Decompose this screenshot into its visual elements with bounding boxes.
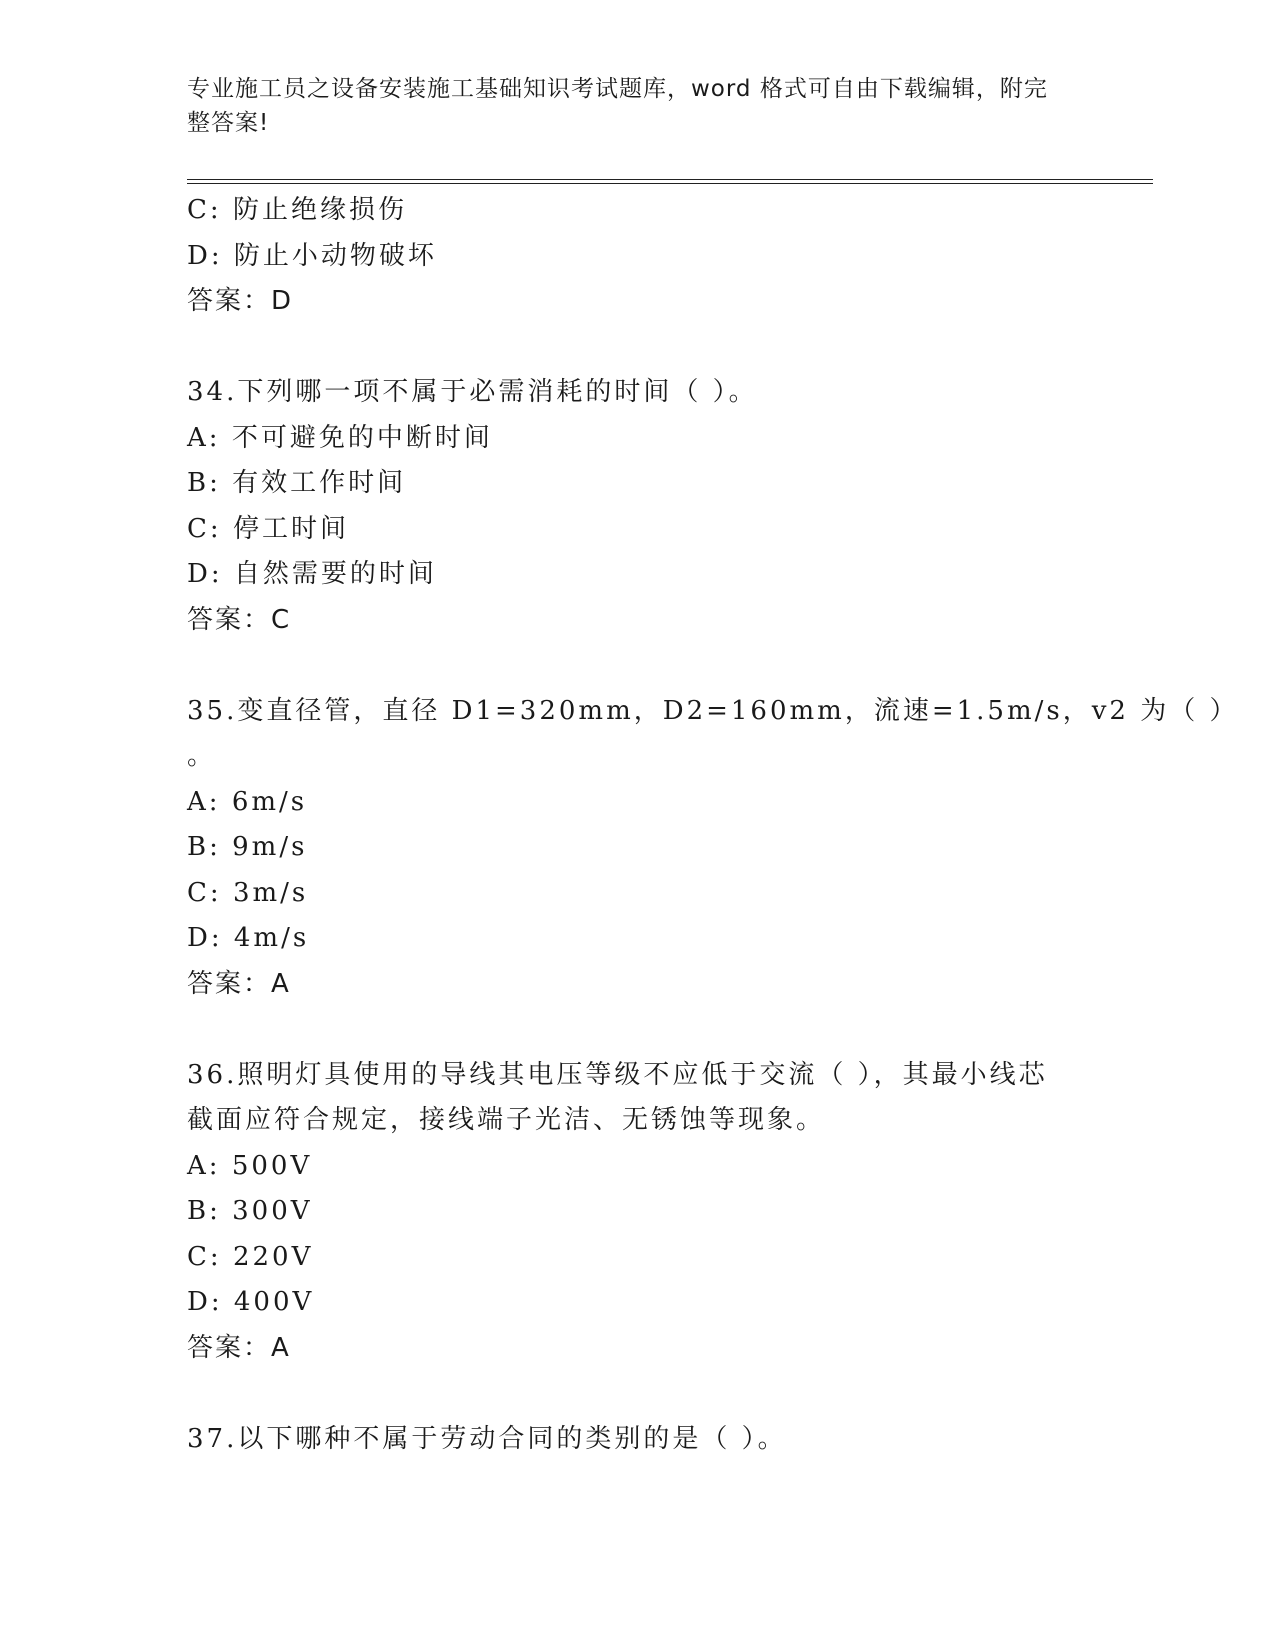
question-text: 35.变直径管，直径 D1=320mm，D2=160mm，流速=1.5m/s，v2 为（ ） — [187, 695, 1239, 726]
option-a: A: 不可避免的中断时间 — [187, 422, 493, 453]
question-text-continued: 。 — [187, 741, 217, 771]
header-divider-bottom — [187, 183, 1153, 184]
option-c: C: 220V — [187, 1241, 314, 1272]
answer-line: 答案：A — [187, 1332, 291, 1363]
option-c: C: 停工时间 — [187, 513, 349, 544]
question-34 — [187, 370, 1087, 643]
option-b: B: 9m/s — [187, 832, 308, 862]
question-36 — [187, 1053, 1087, 1371]
question-text: 37.以下哪种不属于劳动合同的类别的是（ ）。 — [187, 1423, 787, 1454]
answer-line: 答案：C — [187, 604, 292, 635]
question-37 — [187, 1417, 1087, 1463]
header-divider-top — [187, 179, 1153, 180]
question-text: 36.照明灯具使用的导线其电压等级不应低于交流（ ），其最小线芯 — [187, 1059, 1048, 1090]
option-b: B: 有效工作时间 — [187, 468, 407, 498]
document-header — [187, 72, 1067, 140]
answer-line: 答案：A — [187, 968, 291, 999]
option-d: D: 400V — [187, 1287, 315, 1317]
header-line-2: 整答案! — [187, 110, 270, 136]
answer-line: 答案：D — [187, 286, 294, 316]
header-line-1: 专业施工员之设备安装施工基础知识考试题库，word 格式可自由下载编辑，附完 — [187, 76, 1048, 102]
question-list — [187, 188, 1239, 1462]
option-d: D: 自然需要的时间 — [187, 559, 437, 589]
option-b: B: 300V — [187, 1196, 313, 1226]
question-text: 34.下列哪一项不属于必需消耗的时间（ ）。 — [187, 377, 758, 407]
question-fragment — [187, 188, 1087, 324]
option-a: A: 500V — [187, 1150, 313, 1181]
option-c: C: 防止绝缘损伤 — [187, 195, 407, 225]
option-d: D: 防止小动物破坏 — [187, 240, 437, 271]
question-text-continued: 截面应符合规定，接线端子光洁、无锈蚀等现象。 — [187, 1105, 826, 1135]
option-c: C: 3m/s — [187, 877, 309, 908]
option-d: D: 4m/s — [187, 923, 310, 953]
option-a: A: 6m/s — [187, 786, 308, 817]
question-35 — [187, 689, 1239, 1007]
